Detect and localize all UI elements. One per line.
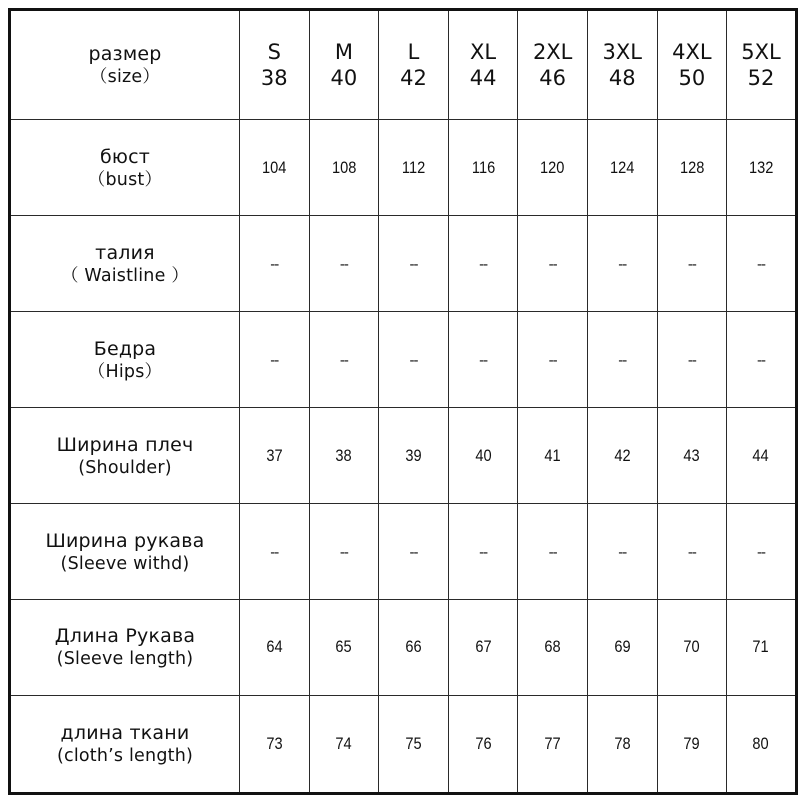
row-label-cell (10, 408, 240, 504)
cell-value: 108 (331, 157, 357, 177)
value-cell (657, 216, 727, 312)
cell-value: 66 (405, 637, 422, 657)
cell-value: -- (339, 352, 348, 370)
value-cell (518, 120, 588, 216)
value-cell (379, 312, 449, 408)
cell-value: 64 (266, 637, 283, 657)
value-cell (240, 216, 310, 312)
cell-value: 124 (610, 157, 635, 177)
cell-value: -- (409, 256, 418, 274)
value-cell (727, 695, 797, 793)
cell-value: 77 (544, 733, 561, 753)
value-cell (657, 120, 727, 216)
cell-value: 70 (683, 637, 700, 657)
cell-value: 76 (474, 733, 492, 753)
value-cell (518, 408, 588, 504)
size-letter: S (267, 40, 281, 65)
cell-value: 39 (405, 445, 422, 465)
cell-value: -- (548, 352, 557, 370)
size-number: 52 (747, 66, 775, 91)
size-header-cell (657, 10, 727, 120)
value-cell (379, 408, 449, 504)
value-cell (727, 408, 797, 504)
row-label-cell (10, 504, 240, 600)
value-cell (657, 504, 727, 600)
measurement-row (10, 312, 797, 408)
value-cell (240, 120, 310, 216)
size-letter: 2XL (532, 40, 573, 65)
value-cell (518, 312, 588, 408)
cell-value: 71 (752, 637, 770, 657)
row-label-en: （Hips） (87, 361, 163, 382)
value-cell (379, 216, 449, 312)
cell-value: 65 (335, 637, 353, 657)
size-letter: L (407, 40, 420, 65)
value-cell (518, 600, 588, 696)
value-cell (448, 695, 518, 793)
value-cell (379, 695, 449, 793)
value-cell (657, 312, 727, 408)
row-label-ru: Длина Рукава (54, 625, 196, 648)
cell-value: 43 (683, 445, 700, 465)
value-cell (657, 408, 727, 504)
cell-value: -- (409, 352, 418, 370)
size-header-cell (727, 10, 797, 120)
size-number: 48 (608, 66, 636, 91)
size-letter: XL (470, 40, 497, 65)
cell-value: -- (756, 352, 765, 370)
value-cell (727, 216, 797, 312)
size-letter: 5XL (741, 40, 781, 65)
value-cell (587, 600, 657, 696)
cell-value: 112 (401, 157, 426, 177)
value-cell (587, 504, 657, 600)
header-label-cell (10, 10, 240, 120)
measurement-row (10, 120, 797, 216)
measurement-row (10, 504, 797, 600)
cell-value: -- (339, 544, 348, 562)
value-cell (309, 504, 379, 600)
cell-value: 67 (474, 637, 492, 657)
cell-value: -- (687, 352, 696, 370)
value-cell (448, 408, 518, 504)
size-chart-table (8, 8, 798, 795)
cell-value: 40 (474, 445, 492, 465)
value-cell (587, 695, 657, 793)
size-header-cell (379, 10, 449, 120)
row-label-ru: Ширина плеч (56, 433, 194, 456)
cell-value: -- (548, 544, 557, 562)
value-cell (587, 312, 657, 408)
value-cell (240, 312, 310, 408)
size-number: 44 (469, 66, 497, 91)
row-label-ru: длина ткани (60, 721, 190, 744)
cell-value: 75 (405, 733, 422, 753)
value-cell (240, 408, 310, 504)
size-letter: 3XL (602, 40, 642, 65)
value-cell (727, 312, 797, 408)
cell-value: 68 (544, 637, 561, 657)
value-cell (309, 312, 379, 408)
size-header-cell (309, 10, 379, 120)
cell-value: -- (270, 544, 279, 562)
cell-value: 128 (679, 157, 705, 177)
cell-value: -- (618, 352, 627, 370)
measurement-row (10, 408, 797, 504)
size-letter: 4XL (672, 40, 712, 65)
row-label-ru: талия (95, 241, 155, 264)
row-label-ru: бюст (99, 145, 151, 168)
value-cell (309, 408, 379, 504)
cell-value: -- (409, 544, 418, 562)
row-label-en: （ Waistline ） (60, 265, 190, 286)
value-cell (448, 504, 518, 600)
value-cell (448, 216, 518, 312)
cell-value: 104 (262, 157, 287, 177)
row-label-en: (cloth’s length) (56, 745, 194, 766)
value-cell (309, 120, 379, 216)
value-cell (657, 695, 727, 793)
cell-value: 44 (752, 445, 770, 465)
value-cell (309, 216, 379, 312)
value-cell (657, 600, 727, 696)
value-cell (587, 120, 657, 216)
cell-value: -- (618, 256, 627, 274)
value-cell (379, 504, 449, 600)
value-cell (240, 695, 310, 793)
value-cell (518, 695, 588, 793)
cell-value: -- (756, 544, 765, 562)
cell-value: -- (548, 256, 557, 274)
row-label-cell (10, 695, 240, 793)
size-header-cell (518, 10, 588, 120)
cell-value: -- (479, 352, 488, 370)
size-number: 42 (400, 66, 427, 91)
row-label-en: (Sleeve length) (56, 649, 194, 670)
size-number: 38 (260, 66, 288, 91)
measurement-row (10, 600, 797, 696)
value-cell (727, 120, 797, 216)
size-header-cell (587, 10, 657, 120)
measurement-row (10, 695, 797, 793)
row-label-en: (Sleeve withd) (60, 553, 190, 574)
value-cell (448, 120, 518, 216)
row-label-cell (10, 600, 240, 696)
value-cell (309, 600, 379, 696)
row-label-ru: Ширина рукава (45, 529, 205, 552)
cell-value: -- (270, 256, 279, 274)
row-label-cell (10, 312, 240, 408)
cell-value: 69 (614, 637, 631, 657)
cell-value: -- (687, 544, 696, 562)
measurement-row (10, 216, 797, 312)
value-cell (240, 504, 310, 600)
size-number: 46 (539, 66, 567, 91)
cell-value: 42 (614, 445, 631, 465)
header-row (10, 10, 797, 120)
cell-value: 132 (748, 157, 774, 177)
cell-value: 116 (471, 157, 495, 177)
row-label-cell (10, 120, 240, 216)
cell-value: 80 (752, 733, 770, 753)
cell-value: 79 (683, 733, 700, 753)
value-cell (379, 600, 449, 696)
header-label-en: （size） (89, 67, 161, 88)
cell-value: 37 (266, 445, 283, 465)
cell-value: -- (479, 544, 488, 562)
cell-value: -- (339, 256, 348, 274)
row-label-ru: Бедра (93, 337, 157, 360)
cell-value: 78 (614, 733, 631, 753)
cell-value: 74 (335, 733, 353, 753)
cell-value: -- (618, 544, 627, 562)
cell-value: 38 (335, 445, 353, 465)
value-cell (448, 600, 518, 696)
size-number: 50 (678, 66, 706, 91)
cell-value: -- (479, 256, 488, 274)
cell-value: 73 (266, 733, 283, 753)
size-letter: M (334, 40, 353, 65)
row-label-en: (Shoulder) (78, 457, 172, 478)
cell-value: -- (270, 352, 279, 370)
row-label-cell (10, 216, 240, 312)
cell-value: 120 (540, 157, 565, 177)
value-cell (518, 504, 588, 600)
value-cell (518, 216, 588, 312)
value-cell (727, 600, 797, 696)
value-cell (727, 504, 797, 600)
cell-value: -- (687, 256, 696, 274)
size-header-cell (240, 10, 310, 120)
value-cell (448, 312, 518, 408)
value-cell (379, 120, 449, 216)
header-label-ru: размер (88, 43, 162, 66)
size-number: 40 (330, 66, 358, 91)
cell-value: 41 (544, 445, 561, 465)
row-label-en: （bust） (87, 169, 163, 190)
cell-value: -- (756, 256, 765, 274)
size-header-cell (448, 10, 518, 120)
value-cell (240, 600, 310, 696)
value-cell (587, 216, 657, 312)
size-chart-body (10, 10, 797, 794)
value-cell (309, 695, 379, 793)
value-cell (587, 408, 657, 504)
